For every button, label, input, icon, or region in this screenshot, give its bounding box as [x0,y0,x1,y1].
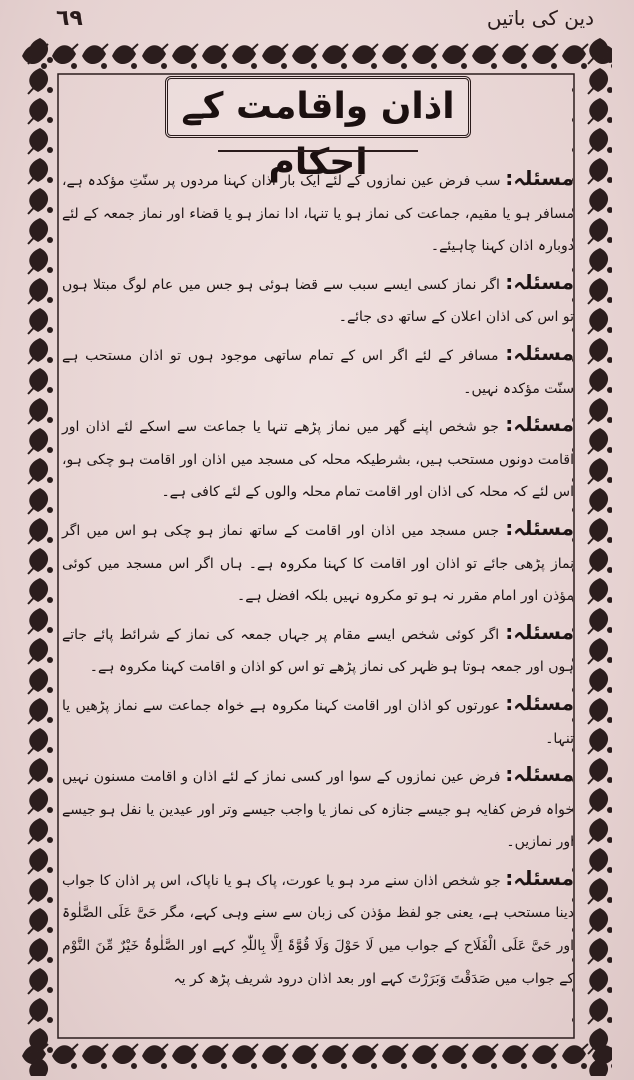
paragraph [62,758,574,859]
running-title: دین کی باتیں [486,6,594,30]
paragraph [62,266,574,334]
paragraph-lead: مسئلہ: [505,515,574,540]
paragraph-lead: مسئلہ: [505,762,574,787]
main-content [62,64,574,1040]
paragraph-text: اگر نماز کسی ایسے سبب سے قضا ہوئی ہو جس میں عام لوگ مبتلا ہوں تو اس کی اذان اعلان کے ساتھ دی جائے۔ [62,276,574,326]
paragraph-text: جو شخص اذان سنے مرد ہو یا عورت، پاک ہو یا ناپاک، اس پر اذان کا جواب دینا مستحب ہے، یعنی جو لفظ مؤذن کی زبان سے سنے وہی کہے، مگر حَیَّ عَلَی الصَّلٰوۃ اور حَیَّ عَلَی الْفَلَاح کے جواب میں لَا حَوْلَ وَلَا قُوَّۃَ اِلَّا بِاللّٰہِ کہے اور الصَّلٰوۃُ خَیْرٌ مِّنَ النَّوْم کے جواب میں صَدَقْتَ وَبَرَرْتَ کہے اور بعد اذان درود شریف پڑھ کر یہ [62,872,574,987]
paragraph-text: جو شخص اپنے گھر میں نماز پڑھے تنہا یا جماعت سے اسکے لئے اذان اور اقامت دونوں مستحب ہیں، بشرطیکہ محلہ کی مسجد میں اذان اور اقامت ہو چکی ہو، اس لئے کہ محلہ کی اذان اور اقامت تمام محلہ والوں کے لئے کافی ہے۔ [62,419,574,501]
paragraph-lead: مسئلہ: [505,690,574,715]
paragraph-text: فرض عین نمازوں کے سوا اور کسی نماز کے لئے اذان و اقامت مسنون نہیں خواہ فرض کفایہ ہو جیسے جنازہ کی نماز یا واجب جیسے وتر اور عیدین یا نفل ہو جیسے اور نمازیں۔ [62,769,574,851]
paragraph-lead: مسئلہ: [505,619,574,644]
paragraph [62,687,574,755]
paragraph-lead: مسئلہ: [505,166,574,190]
paragraph-text: عورتوں کو اذان اور اقامت کہنا مکروہ ہے خواہ جماعت سے نماز پڑھیں یا تنہا۔ [62,697,574,747]
paragraph [62,408,574,509]
paragraph-lead: مسئلہ: [505,340,575,365]
page-header [0,2,634,38]
paragraph [62,162,574,263]
paragraph [62,862,574,995]
paragraph-lead: مسئلہ: [505,412,575,437]
paragraph-text: مسافر کے لئے اگر اس کے تمام ساتھی موجود ہوں تو اذان مستحب ہے سنّت مؤکدہ نہیں۔ [62,347,574,397]
paragraph [62,616,574,684]
page-title: اذان واقامت کے احکام [165,76,471,138]
title-underline [218,144,418,152]
paragraph-text: جس مسجد میں اذان اور اقامت کے ساتھ نماز ہو چکی ہو اس میں اگر نماز پڑھی جائے تو اذان اور اقامت کا کہنا مکروہ ہے۔ ہاں اگر اس مسجد میں کوئی مؤذن اور امام مقرر نہ ہو تو مکروہ نہیں بلکہ افضل ہے۔ [62,522,574,605]
paragraph [62,337,574,405]
paragraph [62,512,574,613]
page-number: ٦٩ [56,6,83,31]
paragraph-lead: مسئلہ: [505,269,575,294]
paragraph-lead: مسئلہ: [505,865,574,890]
paragraph-text: اگر کوئی شخص ایسے مقام پر جہاں جمعہ کی نماز کے شرائط پائے جاتے ہوں اور جمعہ ہوتا ہو ظہر کی نماز پڑھے تو اس کو اذان و اقامت کہنا مکروہ ہے۔ [62,626,574,676]
paragraph-text: سب فرض عین نمازوں کے لئے ایک بار اذان کہنا مردوں پر سنّتِ مؤکدہ ہے، مسافر ہو یا مقیم، جماعت کی نماز ہو یا تنہا، ادا نماز ہو یا قضاء اور نماز جمعہ کے لئے دوبارہ اذان کہنا چاہیئے۔ [62,173,574,255]
